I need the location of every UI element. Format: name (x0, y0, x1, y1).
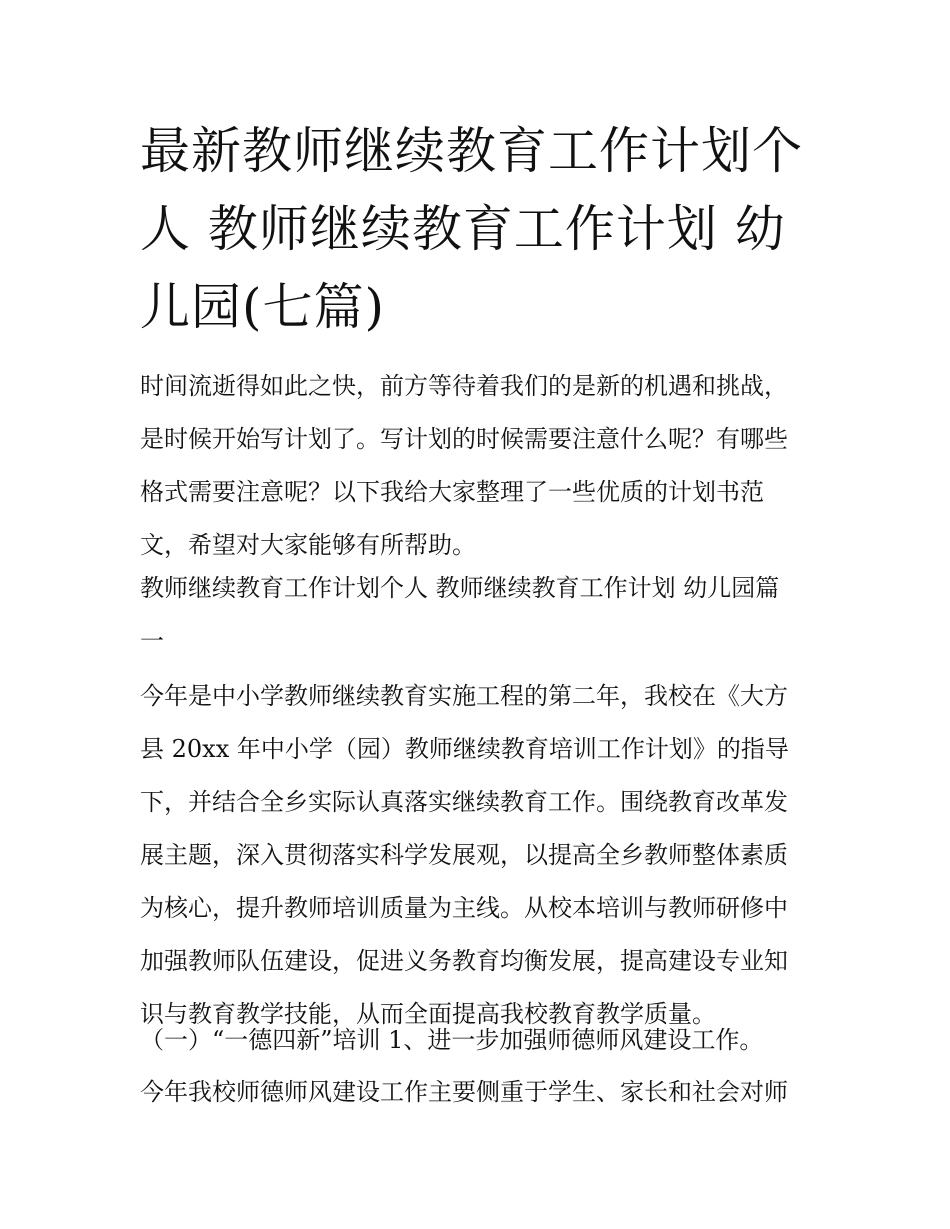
text-line: 加强教师队伍建设，促进义务教育均衡发展，提高建设专业知 (140, 947, 788, 975)
body-paragraph (140, 1066, 830, 1119)
text-line: 今年是中小学教师继续教育实施工程的第二年，我校在《大方 (140, 682, 788, 710)
chapter-heading (140, 562, 830, 668)
text-line: 是时候开始写计划了。写计划的时候需要注意什么呢？有哪些 (140, 425, 788, 453)
text-line: 下，并结合全乡实际认真落实继续教育工作。围绕教育改革发 (140, 788, 788, 816)
text-line: 为核心，提升教师培训质量为主线。从校本培训与教师研修中 (140, 894, 788, 922)
text-line: 识与教育教学技能，从而全面提高我校教育教学质量。 (140, 1000, 716, 1028)
text-line: 县 20xx 年中小学（园）教师继续教育培训工作计划》的指导 (140, 735, 789, 763)
body-paragraph (140, 670, 830, 1041)
title-line: 儿园(七篇) (140, 278, 386, 336)
text-line: 一 (140, 627, 164, 655)
text-line: 展主题，深入贯彻落实科学发展观，以提高全乡教师整体素质 (140, 841, 788, 869)
intro-paragraph (140, 360, 830, 572)
title-line: 人 教师继续教育工作计划 幼 (140, 200, 786, 258)
text-line: 时间流逝得如此之快，前方等待着我们的是新的机遇和挑战， (140, 372, 788, 400)
section-heading (140, 1014, 830, 1067)
text-line: 今年我校师德师风建设工作主要侧重于学生、家长和社会对师 (140, 1078, 788, 1106)
title-line: 最新教师继续教育工作计划个 (140, 122, 803, 180)
text-line: 教师继续教育工作计划个人 教师继续教育工作计划 幼儿园篇 (140, 574, 780, 602)
text-line: 文，希望对大家能够有所帮助。 (140, 531, 476, 559)
document-title (140, 112, 820, 346)
text-line: （一）“一德四新”培训 1、进一步加强师德师风建设工作。 (140, 1026, 764, 1054)
text-line: 格式需要注意呢？以下我给大家整理了一些优质的计划书范 (140, 478, 764, 506)
